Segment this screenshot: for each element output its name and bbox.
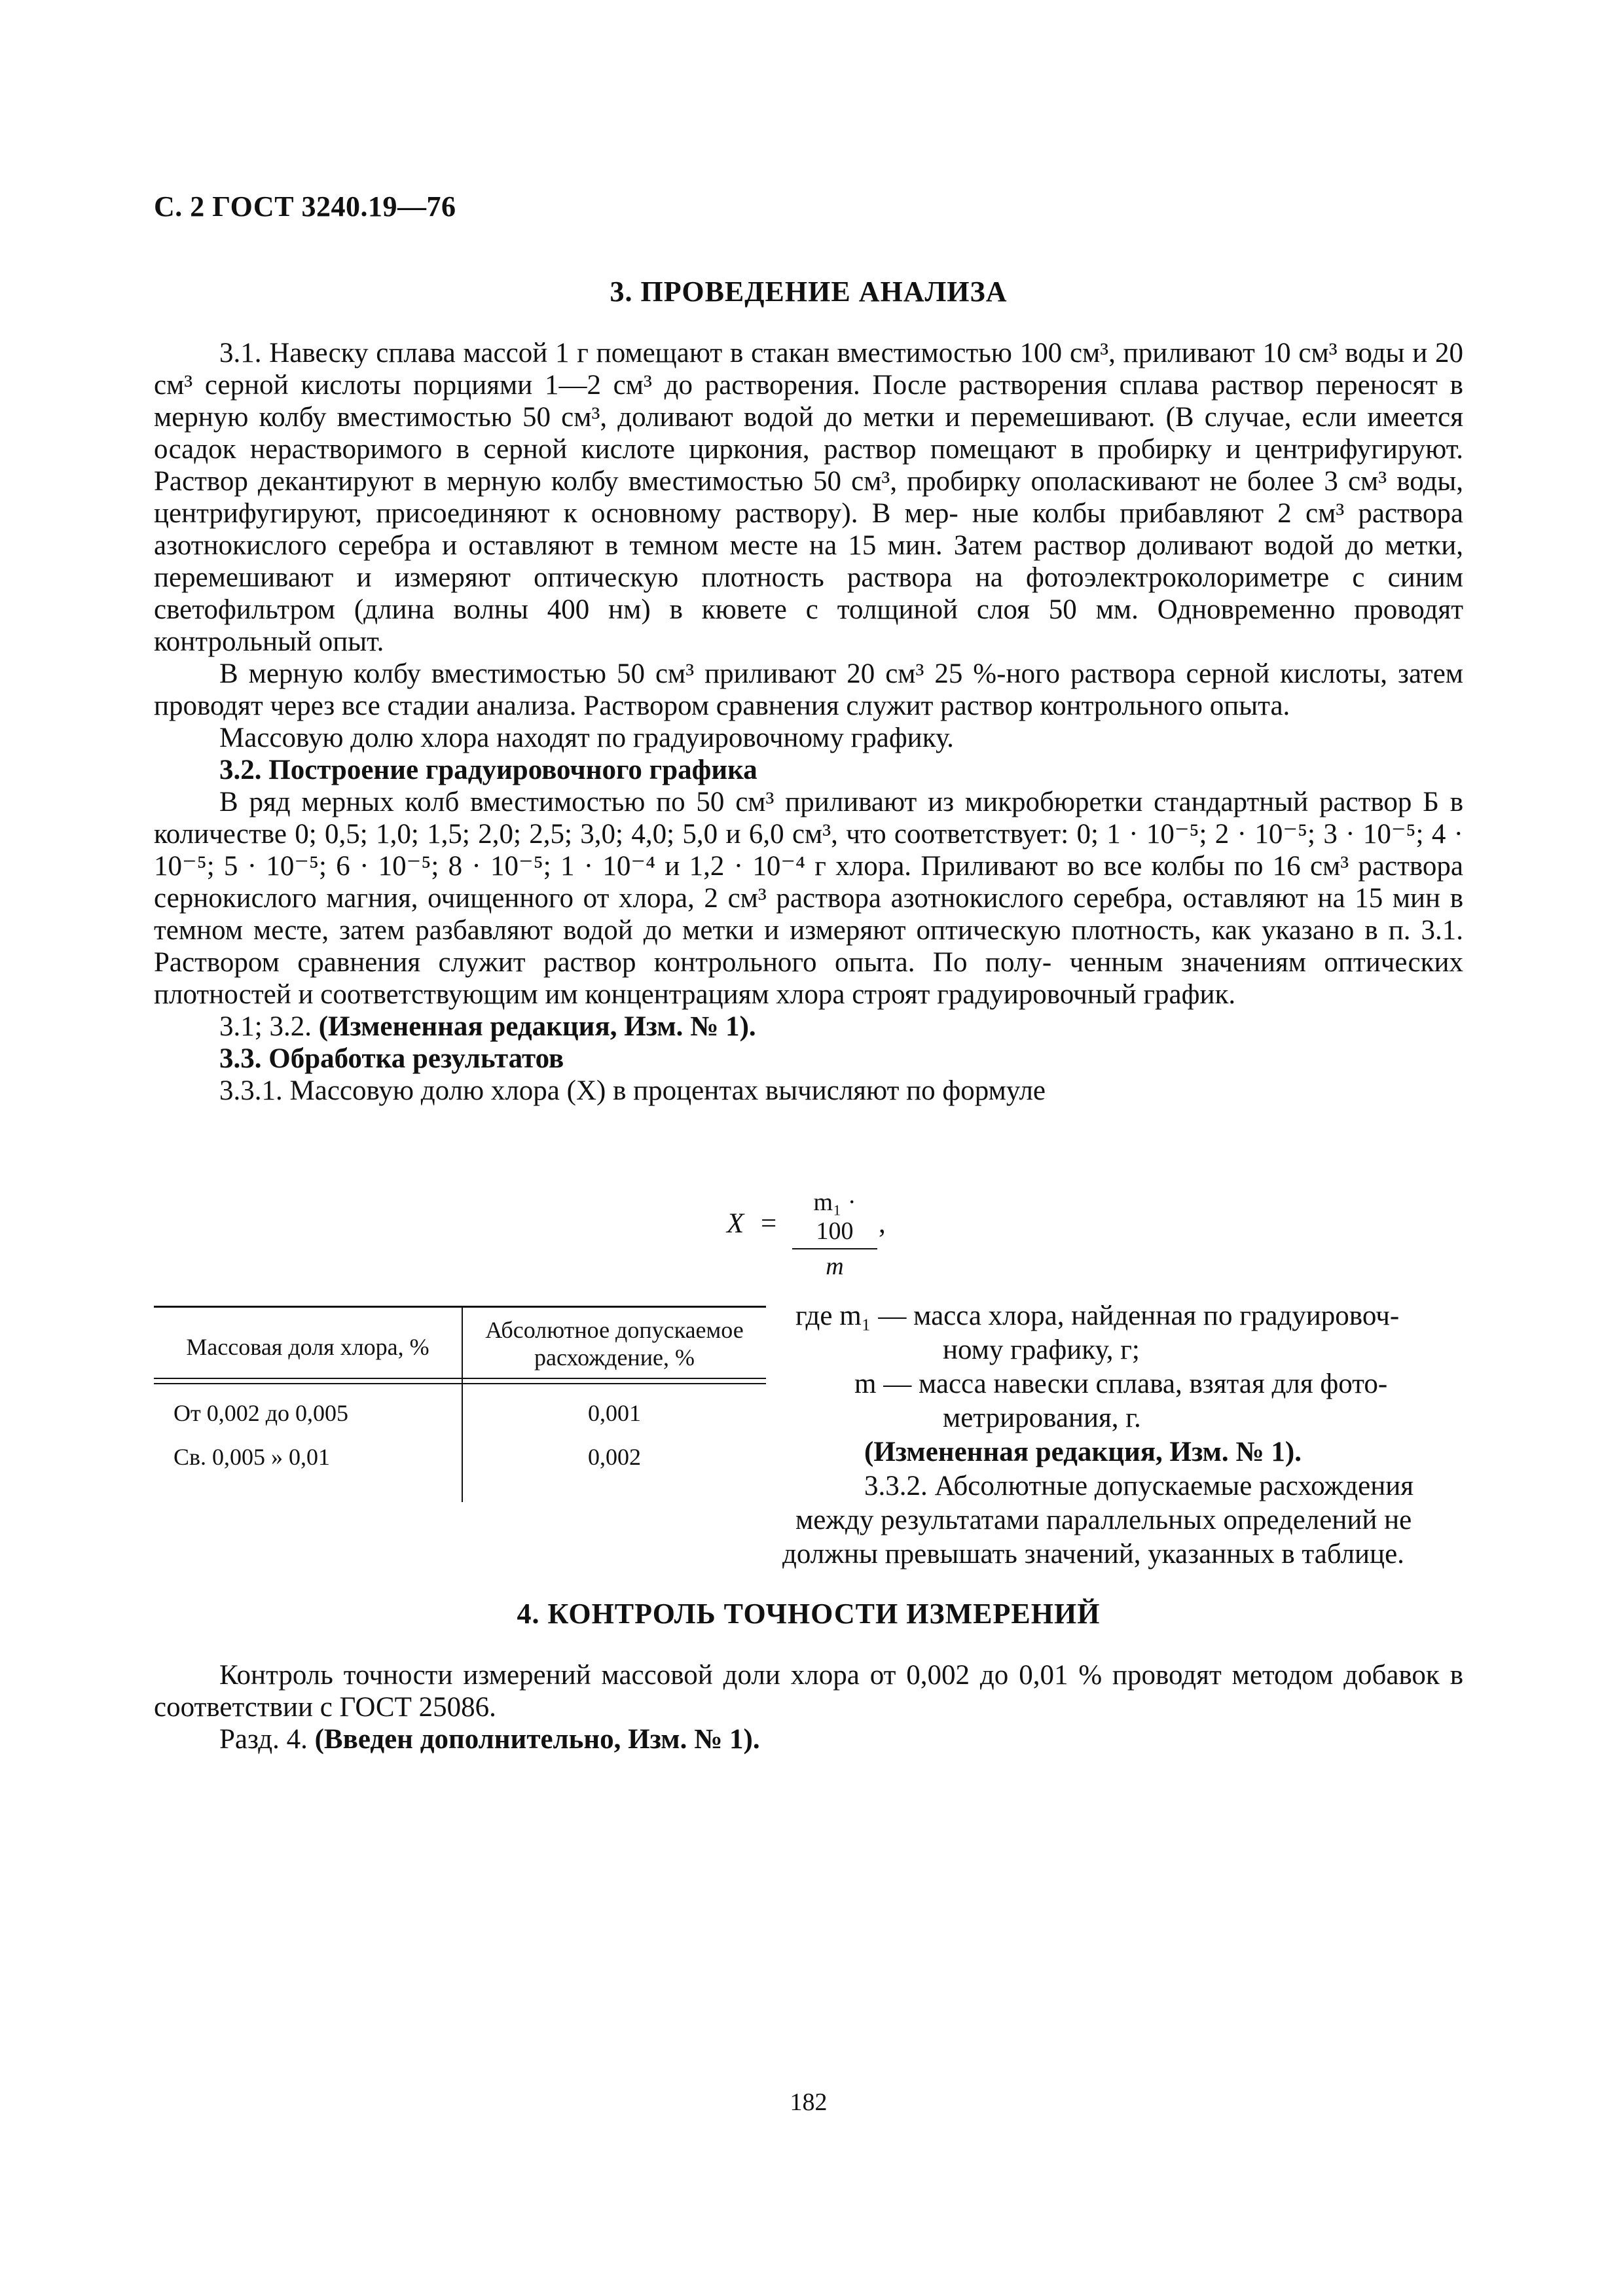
table-cell: Св. 0,005 » 0,01 (173, 1444, 331, 1470)
table-header-col1: Массовая доля хлора, % (186, 1334, 429, 1360)
note-prefix: Разд. 4. (219, 1724, 315, 1755)
table-cell: От 0,002 до 0,005 (173, 1400, 349, 1426)
paragraph-3-3-1: 3.3.1. Массовую долю хлора (X) в процентах вычисляют по формуле (219, 1075, 1046, 1106)
table-cell: 0,001 (588, 1400, 641, 1426)
subsection-3-3-heading: 3.3. Обработка результатов (219, 1043, 564, 1074)
p31-line: ные колбы прибавляют 2 см³ раствора азотнокислого серебра и оставляют в темном месте на 15 мин. (154, 498, 1463, 561)
p4s-line: добавок в соответствии с ГОСТ 25086. (154, 1660, 1464, 1723)
paragraph-3-3-2-line: между результатами параллельных определений не (795, 1505, 1412, 1535)
p4-line: В ряд мерных колб вместимостью по 50 см³ приливают из микробюретки стандартный раствор (219, 787, 1412, 817)
formula-eq: = (761, 1208, 777, 1239)
section-4-title: 4. КОНТРОЛЬ ТОЧНОСТИ ИЗМЕРЕНИЙ (517, 1598, 1101, 1630)
p31-line: (В случае, если имеется осадок нерастворимого в серной кислоте циркония, раствор помещают в (154, 402, 1463, 465)
where-line: m — масса навески сплава, взятая для фото- (854, 1369, 1388, 1399)
p31-line: 3.1. Навеску сплава массой 1 г помещают в стакан вместимостью 100 см³, приливают 10 см³ (219, 338, 1338, 368)
paragraph-3-3-2-line: должны превышать значений, указанных в таблице. (782, 1539, 1404, 1570)
p2-line: затем проводят через все стадии анализа. Раствором сравнения служит раствор контрольного опыта. (154, 658, 1464, 721)
p2-line: В мерную колбу вместимостью 50 см³ приливают 20 см³ 25 %-ного раствора серной кислоты, (219, 658, 1387, 689)
p31-line: слоя 50 мм. Одновременно проводят контрольный опыт. (154, 594, 1463, 657)
p31-line: ополаскивают не более 3 см³ воды, центрифугируют, присоединяют к основному раствору). В мер- (154, 466, 1464, 529)
p4-line: Б в количестве 0; 0,5; 1,0; 1,5; 2,0; 2,5; 3,0; 4,0; 5,0 и 6,0 см³, что соответствует: 0; 1 · 10⁻⁵; 2 · 10⁻⁵; (154, 787, 1463, 850)
paragraph-3-1-b (154, 658, 1463, 722)
table-header-rule (154, 1383, 766, 1384)
p31-line: Затем раствор доливают водой до метки, перемешивают и измеряют оптическую плотность раствора (154, 530, 1463, 593)
p4-line: градуировочный график. (937, 979, 1236, 1010)
edit-note-prefix: 3.1; 3.2. (219, 1011, 319, 1042)
edit-note-3-1-3-2 (154, 1011, 1463, 1043)
table-top-rule (154, 1306, 766, 1308)
p31-line: на фотоэлектроколориметре с синим светофильтром (длина волны 400 нм) в кювете с толщиной (154, 562, 1464, 625)
formula (727, 1188, 1054, 1280)
paragraph-3-1-c: Массовую долю хлора находят по градуировочному графику. (219, 723, 954, 753)
p4-line: 3 · 10⁻⁵; 4 · 10⁻⁵; 5 · 10⁻⁵; 6 · 10⁻⁵; 8 · 10⁻⁵; 1 · 10⁻⁴ и 1,2 · 10⁻⁴ г хлора. Приливают во все колбы по (154, 819, 1464, 882)
p31-line: воды и 20 см³ серной кислоты порциями 1—2 см³ до растворения. После растворения сплава раствор (154, 338, 1463, 401)
p31-line: переносят в мерную колбу вместимостью 50 см³, доливают водой до метки и перемешивают. (154, 370, 1463, 433)
where-line: ному графику, г; (943, 1335, 1140, 1365)
where-line: где m₁ — масса хлора, найденная по градуировоч- (795, 1300, 1400, 1331)
table-header-rule (154, 1378, 766, 1379)
p4-line: 16 см³ раствора сернокислого магния, очищенного от хлора, 2 см³ раствора азотнокислого серебра, (154, 851, 1463, 914)
where-line: метрирования, г. (943, 1403, 1141, 1433)
section-4-note (154, 1723, 1463, 1755)
section-4-body (154, 1659, 1463, 1755)
fraction-bar (792, 1248, 877, 1249)
formula-explanation (782, 1299, 1463, 1571)
p4s-line: Контроль точности измерений массовой доли хлора от 0,002 до 0,01 % проводят методом (219, 1660, 1334, 1691)
table-header-col2: Абсолютное допускаемое расхождение, % (485, 1317, 744, 1371)
edit-note-bold: (Измененная редакция, Изм. № 1). (318, 1011, 756, 1042)
p4-line: оставляют на 15 мин в темном месте, затем разбавляют водой до метки и измеряют оптическую (154, 883, 1464, 946)
formula-comma: , (879, 1208, 886, 1239)
p4-line: ченным значениям оптических плотностей и соответствующим им концентрациям хлора строят (154, 947, 1464, 1010)
p31-line: пробирку и центрифугируют. Раствор декантируют в мерную колбу вместимостью 50 см³, пробирку (154, 434, 1464, 497)
page-number: 182 (790, 2089, 828, 2116)
paragraph-3-1 (154, 337, 1463, 658)
formula-lhs: X (727, 1208, 744, 1239)
formula-denominator: m (826, 1253, 844, 1280)
edit-note: (Измененная редакция, Изм. № 1). (864, 1437, 1302, 1467)
page-header: С. 2 ГОСТ 3240.19—76 (154, 190, 456, 223)
table-cell: 0,002 (588, 1444, 641, 1470)
subsection-3-2-heading: 3.2. Построение градуировочного графика (219, 755, 757, 785)
paragraph-3-2 (154, 786, 1463, 1011)
p4-line: плотность, как указано в п. 3.1. Раствором сравнения служит раствор контрольного опыта. По полу- (154, 915, 1463, 978)
formula-numerator: m₁ · 100 (813, 1189, 856, 1245)
note-bold: (Введен дополнительно, Изм. № 1). (314, 1724, 760, 1755)
section-3-body (154, 337, 1463, 1107)
formula-fraction (792, 1188, 877, 1281)
paragraph-4 (154, 1659, 1463, 1723)
section-3-title: 3. ПРОВЕДЕНИЕ АНАЛИЗА (610, 276, 1008, 308)
paragraph-3-3-2-line: 3.3.2. Абсолютные допускаемые расхождения (864, 1471, 1414, 1501)
